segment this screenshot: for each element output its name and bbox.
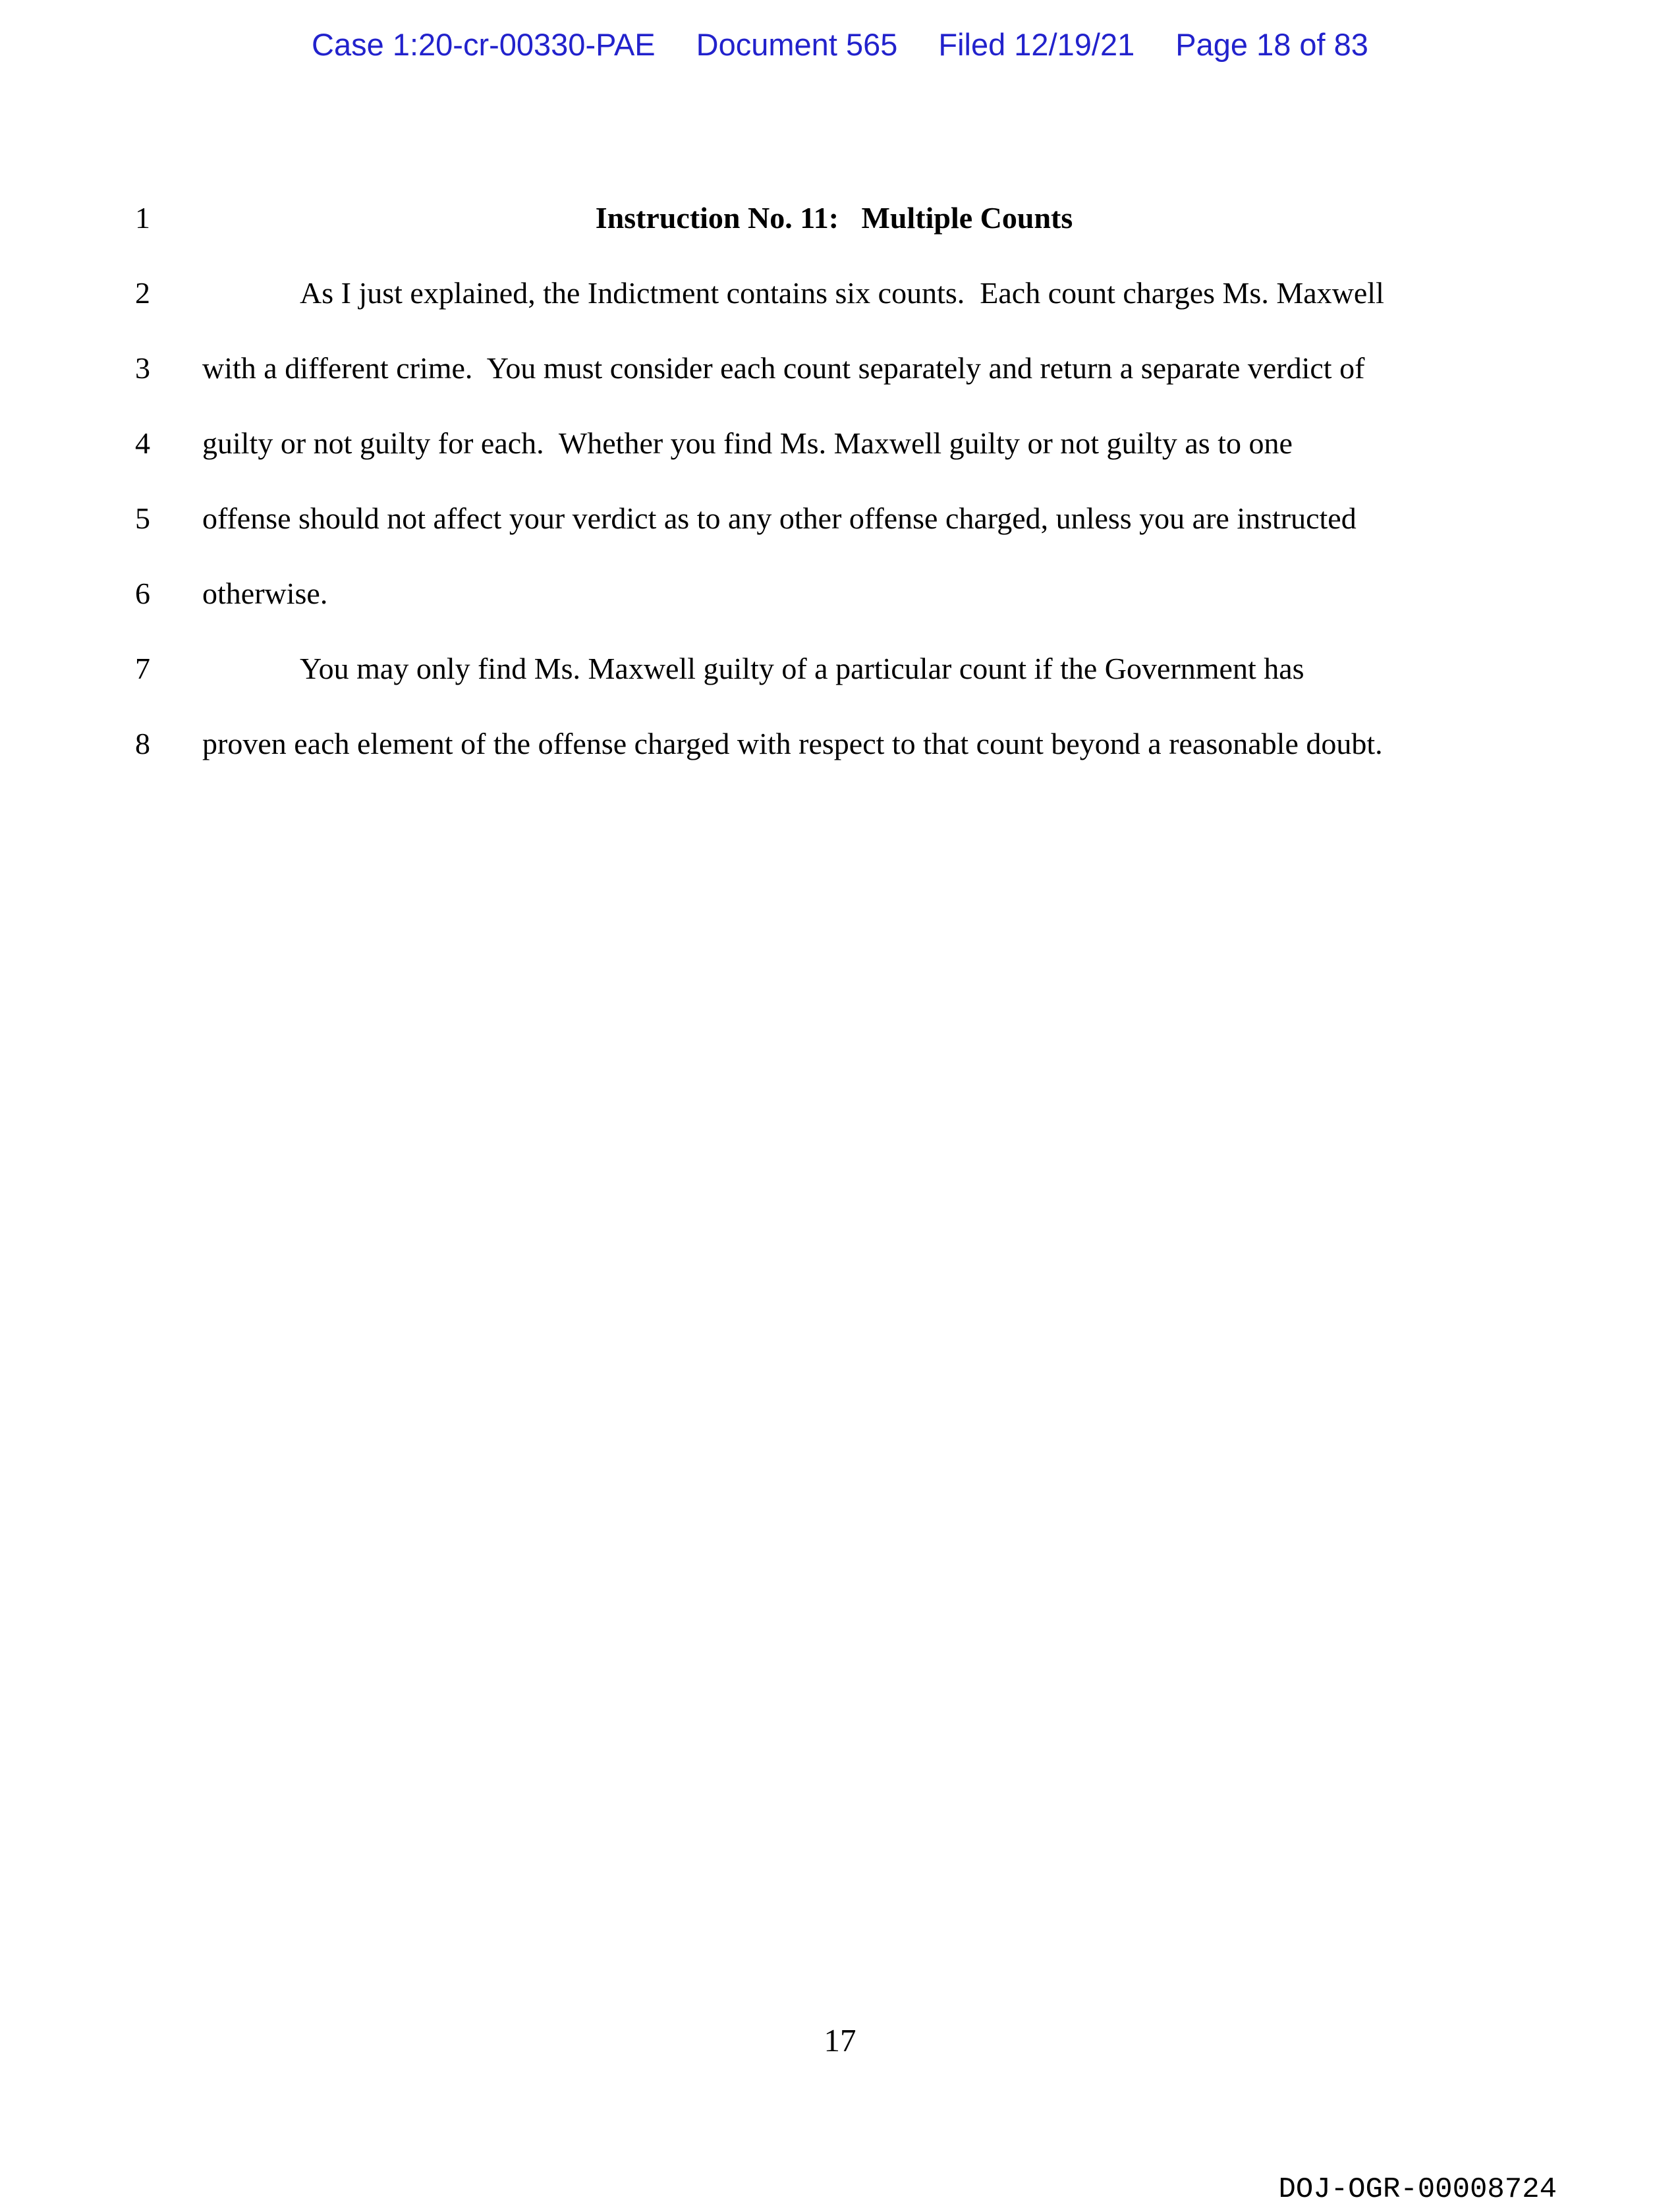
header-page-count: Page 18 of 83 [1175, 27, 1368, 62]
line-text: You may only find Ms. Maxwell guilty of a particular count if the Government has [300, 651, 1304, 685]
line-number: 6 [135, 576, 150, 610]
bates-number: DOJ-OGR-00008724 [1278, 2173, 1557, 2206]
line-text: otherwise. [202, 576, 328, 610]
instruction-title: Instruction No. 11: Multiple Counts [595, 200, 1073, 235]
line-number: 5 [135, 501, 150, 535]
numbered-line [135, 555, 1466, 631]
case-caption-header [0, 26, 1680, 63]
header-filed-date: Filed 12/19/21 [938, 27, 1135, 62]
line-number: 4 [135, 426, 150, 460]
numbered-line [135, 706, 1466, 781]
line-number: 1 [135, 200, 150, 235]
line-number: 2 [135, 275, 150, 310]
line-text: offense should not affect your verdict as to any other offense charged, unless you are instructed [202, 501, 1357, 535]
line-number: 7 [135, 651, 150, 685]
numbered-line [135, 330, 1466, 405]
header-document-number: Document 565 [696, 27, 898, 62]
line-number: 3 [135, 351, 150, 385]
line-text: guilty or not guilty for each. Whether you find Ms. Maxwell guilty or not guilty as to one [202, 426, 1293, 460]
numbered-line [135, 480, 1466, 555]
numbered-line [135, 180, 1466, 255]
numbered-line [135, 631, 1466, 706]
numbered-line [135, 405, 1466, 480]
header-case-number: Case 1:20-cr-00330-PAE [312, 27, 656, 62]
transcript-lines [135, 180, 1466, 781]
line-text: As I just explained, the Indictment contains six counts. Each count charges Ms. Maxwell [300, 275, 1384, 310]
line-text: proven each element of the offense charged with respect to that count beyond a reasonable doubt. [202, 726, 1383, 760]
numbered-line [135, 255, 1466, 330]
line-number: 8 [135, 726, 150, 760]
line-text: with a different crime. You must consider each count separately and return a separate verdict of [202, 351, 1365, 385]
page-number: 17 [824, 2022, 856, 2058]
